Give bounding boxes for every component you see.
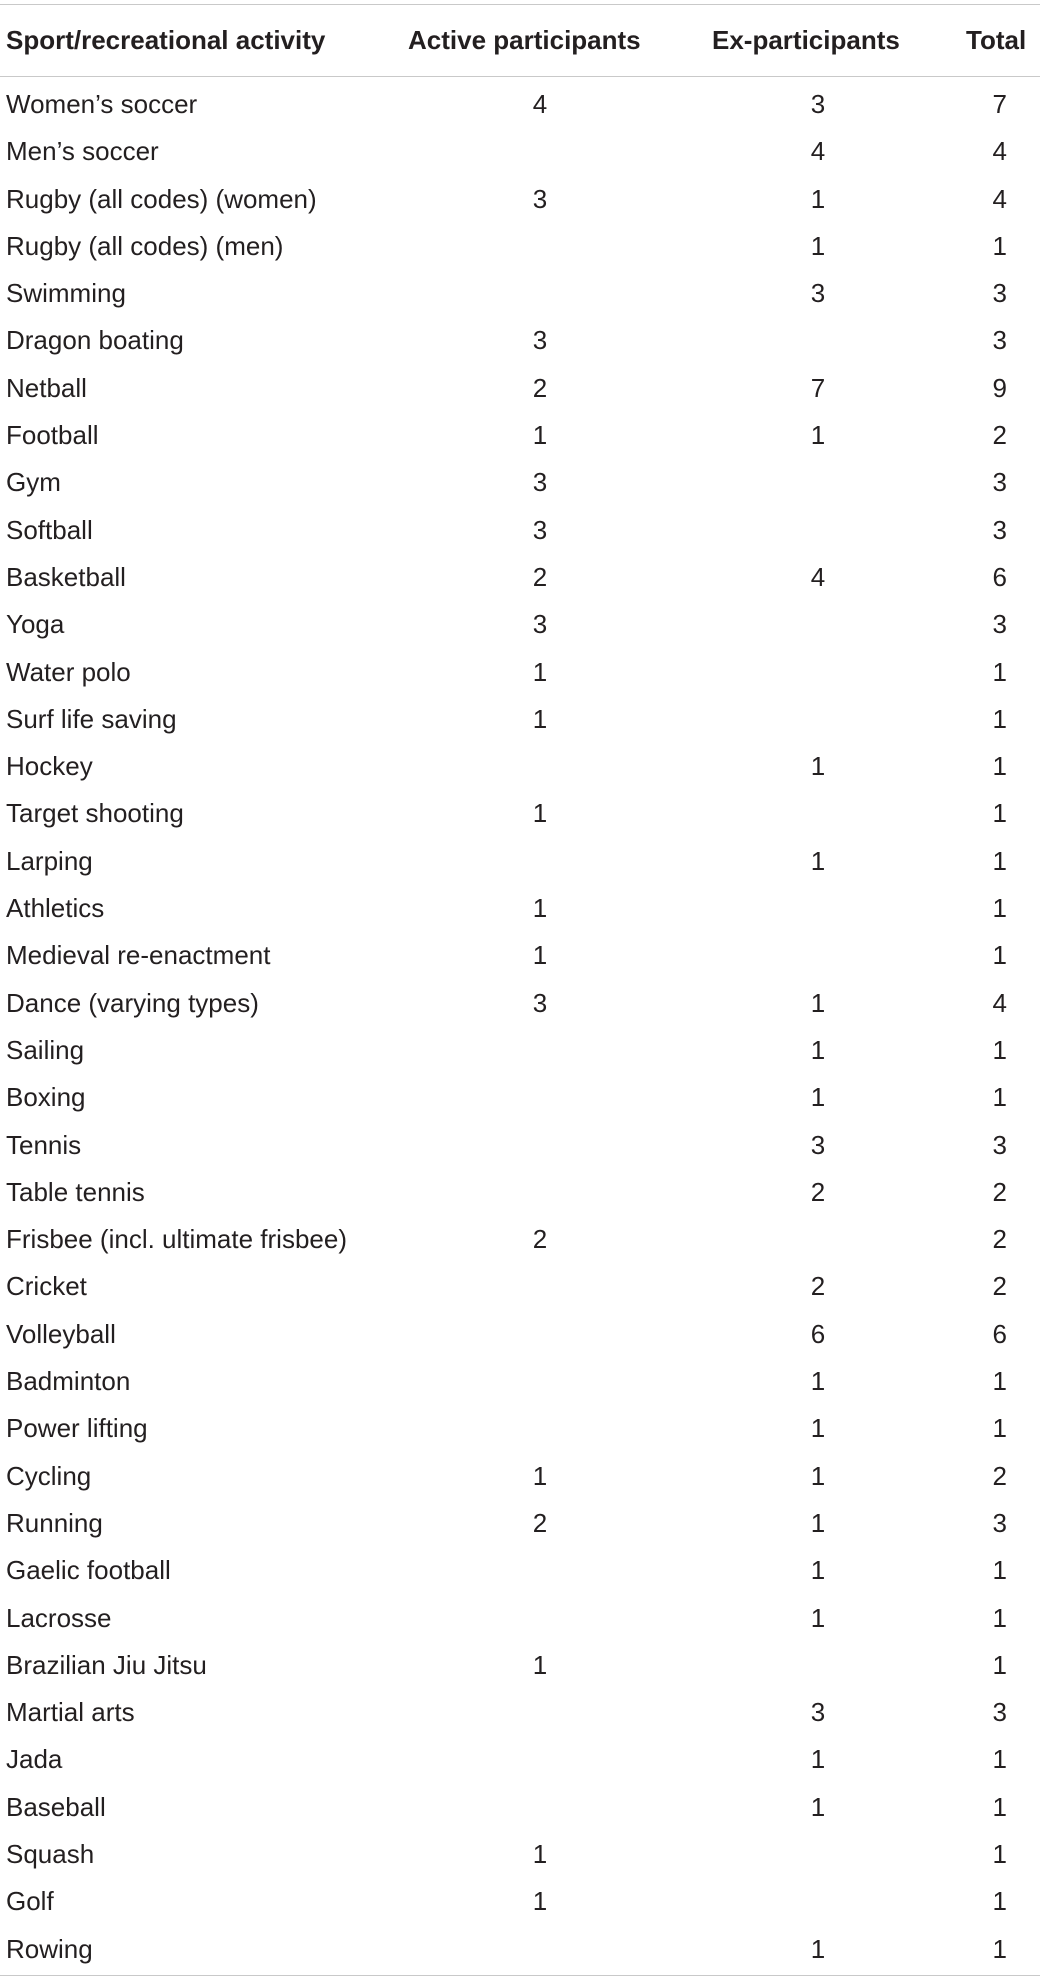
- cell-total: 7: [992, 89, 1007, 119]
- table-row: [0, 1547, 1040, 1594]
- table-row: [0, 1358, 1040, 1405]
- cell-total: 6: [992, 561, 1007, 592]
- cell-total: 9: [992, 372, 1007, 403]
- table-row: [0, 412, 1040, 459]
- cell-total: 1: [992, 1838, 1007, 1869]
- cell-activity: Badminton: [6, 1366, 131, 1397]
- cell-total: 1: [992, 940, 1007, 971]
- cell-ex-participants: 4: [810, 136, 826, 167]
- cell-active-participants: [500, 1263, 580, 1310]
- table-row: [0, 932, 1040, 979]
- table-row: [0, 1405, 1040, 1452]
- cell-ex-participants: [778, 1642, 858, 1689]
- cell-ex-participants: [778, 1878, 858, 1925]
- cell-ex-participants: 4: [810, 561, 826, 592]
- cell-active-participants: 2: [532, 1224, 548, 1255]
- cell-ex-participants: [778, 1216, 858, 1263]
- cell-activity: Tennis: [6, 1129, 82, 1160]
- cell-total: 1: [992, 751, 1007, 782]
- cell-ex-participants: 3: [810, 1697, 826, 1728]
- cell-ex-participants: 2: [810, 1271, 826, 1302]
- cell-total: 1: [992, 656, 1007, 687]
- cell-total: 1: [992, 1602, 1007, 1633]
- table-row: [0, 176, 1040, 223]
- header-ex-participants: Ex-participants: [712, 25, 900, 55]
- cell-ex-participants: 1: [810, 1082, 826, 1113]
- table-row: [0, 365, 1040, 412]
- table-row: [0, 885, 1040, 932]
- cell-total: 1: [992, 893, 1007, 924]
- cell-ex-participants: 3: [810, 1129, 826, 1160]
- cell-active-participants: [500, 1736, 580, 1783]
- cell-total: 3: [992, 609, 1007, 640]
- cell-active-participants: 3: [532, 467, 548, 498]
- table-row: [0, 1831, 1040, 1878]
- cell-total: 1: [992, 1555, 1007, 1586]
- table-row: [0, 838, 1040, 885]
- table-row: [0, 1263, 1040, 1310]
- cell-activity: Squash: [6, 1838, 95, 1869]
- table-row: [0, 1311, 1040, 1358]
- table-row: [0, 1784, 1040, 1831]
- cell-active-participants: 1: [532, 703, 548, 734]
- cell-activity: Surf life saving: [6, 703, 177, 734]
- cell-activity: Cricket: [6, 1271, 87, 1302]
- table-row: [0, 980, 1040, 1027]
- cell-total: 1: [992, 1933, 1007, 1964]
- cell-ex-participants: 1: [810, 183, 826, 214]
- cell-ex-participants: [778, 790, 858, 837]
- cell-activity: Frisbee (incl. ultimate frisbee): [6, 1224, 347, 1255]
- cell-activity: Swimming: [6, 278, 126, 309]
- cell-activity: Water polo: [6, 656, 131, 687]
- header-active-participants: Active participants: [408, 25, 641, 55]
- cell-ex-participants: 1: [810, 987, 826, 1018]
- cell-activity: Target shooting: [6, 798, 184, 829]
- cell-activity: Sailing: [6, 1034, 85, 1065]
- table-row: [0, 1453, 1040, 1500]
- cell-activity: Gaelic football: [6, 1555, 171, 1586]
- cell-active-participants: [500, 223, 580, 270]
- cell-total: 2: [992, 1271, 1007, 1302]
- cell-ex-participants: 2: [810, 1176, 826, 1207]
- cell-ex-participants: 7: [810, 372, 826, 403]
- cell-ex-participants: [778, 932, 858, 979]
- cell-ex-participants: 6: [810, 1318, 826, 1349]
- cell-ex-participants: 3: [810, 278, 826, 309]
- cell-active-participants: [500, 1689, 580, 1736]
- cell-ex-participants: [778, 459, 858, 506]
- cell-total: 3: [992, 514, 1007, 545]
- cell-total: 2: [992, 1224, 1007, 1255]
- cell-active-participants: [500, 1358, 580, 1405]
- cell-active-participants: 1: [532, 1838, 548, 1869]
- cell-total: 3: [992, 467, 1007, 498]
- cell-ex-participants: [778, 696, 858, 743]
- cell-activity: Dragon boating: [6, 325, 184, 356]
- cell-active-participants: 1: [532, 940, 548, 971]
- table-row: [0, 1122, 1040, 1169]
- cell-total: 1: [992, 1413, 1007, 1444]
- cell-activity: Golf: [6, 1886, 54, 1917]
- cell-ex-participants: 1: [810, 230, 826, 261]
- cell-active-participants: [500, 1311, 580, 1358]
- cell-active-participants: 2: [532, 1507, 548, 1538]
- cell-ex-participants: [778, 317, 858, 364]
- cell-activity: Baseball: [6, 1791, 106, 1822]
- cell-activity: Dance (varying types): [6, 987, 259, 1018]
- cell-activity: Athletics: [6, 893, 105, 924]
- table-row: [0, 81, 1040, 128]
- cell-total: 4: [992, 987, 1007, 1018]
- cell-activity: Lacrosse: [6, 1602, 112, 1633]
- cell-active-participants: 4: [532, 89, 548, 119]
- cell-ex-participants: 1: [810, 1460, 826, 1491]
- cell-active-participants: [500, 838, 580, 885]
- table-row: [0, 743, 1040, 790]
- cell-activity: Running: [6, 1507, 103, 1538]
- table-header-row: [0, 4, 1040, 76]
- table-row: [0, 317, 1040, 364]
- cell-active-participants: 1: [532, 798, 548, 829]
- header-activity: Sport/recreational activity: [6, 25, 326, 55]
- cell-ex-participants: 1: [810, 751, 826, 782]
- cell-active-participants: 3: [532, 609, 548, 640]
- table-bottom-rule: [0, 1975, 1040, 1976]
- cell-total: 4: [992, 136, 1007, 167]
- cell-total: 1: [992, 1366, 1007, 1397]
- cell-active-participants: 1: [532, 1460, 548, 1491]
- cell-ex-participants: [778, 1831, 858, 1878]
- cell-activity: Gym: [6, 467, 61, 498]
- cell-total: 1: [992, 1791, 1007, 1822]
- table-body: [0, 81, 1040, 1973]
- cell-active-participants: [500, 1595, 580, 1642]
- cell-total: 3: [992, 1697, 1007, 1728]
- cell-total: 6: [992, 1318, 1007, 1349]
- cell-ex-participants: 1: [810, 420, 826, 451]
- table-row: [0, 270, 1040, 317]
- cell-total: 1: [992, 230, 1007, 261]
- cell-ex-participants: 1: [810, 845, 826, 876]
- cell-activity: Power lifting: [6, 1413, 148, 1444]
- header-divider-rule: [0, 76, 1040, 77]
- cell-total: 3: [992, 278, 1007, 309]
- cell-activity: Netball: [6, 372, 87, 403]
- cell-total: 1: [992, 1082, 1007, 1113]
- cell-active-participants: 2: [532, 372, 548, 403]
- table-row: [0, 1074, 1040, 1121]
- cell-activity: Rugby (all codes) (men): [6, 230, 284, 261]
- table-row: [0, 1500, 1040, 1547]
- cell-ex-participants: 3: [810, 89, 826, 119]
- cell-activity: Volleyball: [6, 1318, 116, 1349]
- cell-active-participants: 3: [532, 514, 548, 545]
- cell-total: 1: [992, 1744, 1007, 1775]
- header-total: Total: [966, 25, 1027, 55]
- cell-activity: Basketball: [6, 561, 126, 592]
- cell-ex-participants: 1: [810, 1791, 826, 1822]
- table-row: [0, 649, 1040, 696]
- cell-activity: Rowing: [6, 1933, 93, 1964]
- cell-activity: Jada: [6, 1744, 63, 1775]
- cell-ex-participants: 1: [810, 1744, 826, 1775]
- cell-activity: Hockey: [6, 751, 93, 782]
- cell-active-participants: [500, 1027, 580, 1074]
- cell-active-participants: [500, 1169, 580, 1216]
- cell-total: 2: [992, 420, 1007, 451]
- cell-total: 2: [992, 1460, 1007, 1491]
- cell-ex-participants: [778, 649, 858, 696]
- table-row: [0, 223, 1040, 270]
- cell-active-participants: 1: [532, 420, 548, 451]
- cell-total: 1: [992, 703, 1007, 734]
- cell-total: 1: [992, 1886, 1007, 1917]
- cell-active-participants: [500, 270, 580, 317]
- cell-active-participants: [500, 1122, 580, 1169]
- cell-activity: Football: [6, 420, 99, 451]
- cell-total: 1: [992, 798, 1007, 829]
- cell-total: 3: [992, 325, 1007, 356]
- cell-active-participants: 1: [532, 893, 548, 924]
- cell-active-participants: [500, 1405, 580, 1452]
- cell-active-participants: [500, 743, 580, 790]
- cell-total: 1: [992, 1649, 1007, 1680]
- cell-active-participants: [500, 1926, 580, 1973]
- cell-total: 4: [992, 183, 1007, 214]
- cell-activity: Boxing: [6, 1082, 86, 1113]
- table-row: [0, 1736, 1040, 1783]
- table-row: [0, 1926, 1040, 1973]
- cell-total: 1: [992, 845, 1007, 876]
- cell-ex-participants: 1: [810, 1555, 826, 1586]
- table-row: [0, 1689, 1040, 1736]
- cell-activity: Brazilian Jiu Jitsu: [6, 1649, 207, 1680]
- cell-ex-participants: 1: [810, 1366, 826, 1397]
- table-row: [0, 601, 1040, 648]
- cell-active-participants: 2: [532, 561, 548, 592]
- cell-ex-participants: 1: [810, 1507, 826, 1538]
- cell-ex-participants: 1: [810, 1413, 826, 1444]
- cell-activity: Larping: [6, 845, 93, 876]
- cell-total: 3: [992, 1129, 1007, 1160]
- cell-active-participants: 1: [532, 656, 548, 687]
- table-row: [0, 1642, 1040, 1689]
- cell-activity: Medieval re-enactment: [6, 940, 271, 971]
- cell-activity: Men’s soccer: [6, 136, 159, 167]
- cell-active-participants: 3: [532, 987, 548, 1018]
- table-row: [0, 790, 1040, 837]
- cell-activity: Women’s soccer: [6, 89, 198, 119]
- cell-active-participants: [500, 1074, 580, 1121]
- cell-activity: Softball: [6, 514, 93, 545]
- table-row: [0, 459, 1040, 506]
- cell-ex-participants: 1: [810, 1602, 826, 1633]
- cell-active-participants: [500, 128, 580, 175]
- table-row: [0, 1595, 1040, 1642]
- cell-total: 2: [992, 1176, 1007, 1207]
- cell-active-participants: 3: [532, 325, 548, 356]
- cell-active-participants: 3: [532, 183, 548, 214]
- table-row: [0, 1216, 1040, 1263]
- table-row: [0, 507, 1040, 554]
- cell-ex-participants: [778, 507, 858, 554]
- cell-ex-participants: 1: [810, 1933, 826, 1964]
- cell-active-participants: [500, 1784, 580, 1831]
- cell-active-participants: 1: [532, 1649, 548, 1680]
- cell-total: 3: [992, 1507, 1007, 1538]
- table-row: [0, 128, 1040, 175]
- cell-ex-participants: [778, 601, 858, 648]
- cell-activity: Rugby (all codes) (women): [6, 183, 317, 214]
- table-row: [0, 696, 1040, 743]
- cell-active-participants: [500, 1547, 580, 1594]
- cell-activity: Table tennis: [6, 1176, 145, 1207]
- cell-ex-participants: 1: [810, 1034, 826, 1065]
- cell-ex-participants: [778, 885, 858, 932]
- cell-active-participants: 1: [532, 1886, 548, 1917]
- cell-activity: Yoga: [6, 609, 65, 640]
- table-row: [0, 1878, 1040, 1925]
- cell-total: 1: [992, 1034, 1007, 1065]
- cell-activity: Cycling: [6, 1460, 92, 1491]
- table-row: [0, 554, 1040, 601]
- table-row: [0, 1027, 1040, 1074]
- cell-activity: Martial arts: [6, 1697, 135, 1728]
- table-row: [0, 1169, 1040, 1216]
